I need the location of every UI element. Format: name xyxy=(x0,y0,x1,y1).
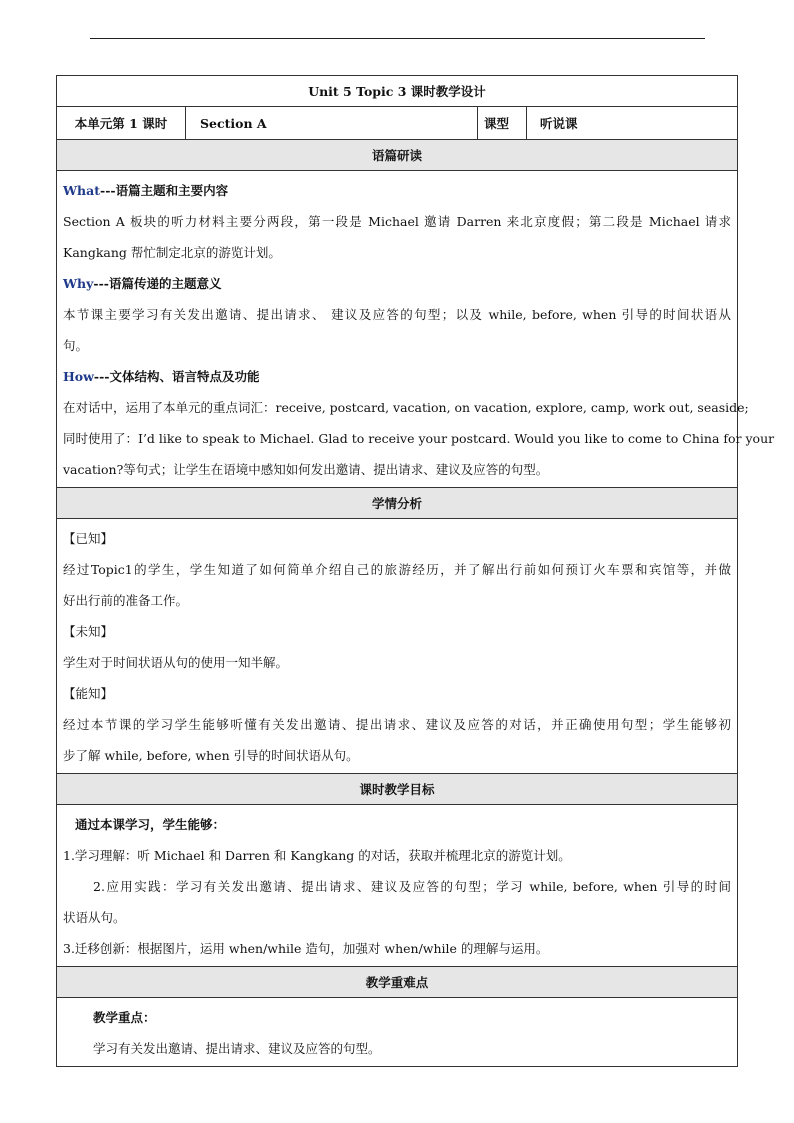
how-title: ---文体结构、语言特点及功能 xyxy=(93,369,260,384)
how-paragraph-line: 同时使用了：I’d like to speak to Michael. Glad to receive your postcard. Would you like to come to China for your xyxy=(63,431,775,446)
key-points-body xyxy=(57,998,737,1067)
focus-line: 学习有关发出邀请、提出请求、建议及应答的句型。 xyxy=(93,1041,381,1056)
lesson-number: 本单元第 1 课时 xyxy=(57,107,186,139)
learner-analysis-body xyxy=(57,519,737,774)
objective-item: 1.学习理解：听 Michael 和 Darren 和 Kangkang 的对话，获取并梳理北京的游览计划。 xyxy=(63,848,571,863)
known-line: 经过Topic1的学生，学生知道了如何简单介绍自己的旅游经历，并了解出行前如何预订火车票和宾馆等，并做 xyxy=(63,562,731,577)
why-paragraph-line: 本节课主要学习有关发出邀请、提出请求、 建议及应答的句型；以及 while, before, when 引导的时间状语从 xyxy=(63,307,731,322)
document-title: Unit 5 Topic 3 课时教学设计 xyxy=(57,76,737,107)
how-paragraph-line: 在对话中，运用了本单元的重点词汇：receive, postcard, vacation, on vacation, explore, camp, work out, seaside; xyxy=(63,400,749,415)
objective-item: 3.迁移创新：根据图片，运用 when/while 造句，加强对 when/while 的理解与运用。 xyxy=(63,941,549,956)
able-line: 步了解 while, before, when 引导的时间状语从句。 xyxy=(63,748,359,763)
how-paragraph-line: vacation?等句式；让学生在语境中感知如何发出邀请、提出请求、建议及应答的句型。 xyxy=(63,462,549,477)
how-key: How xyxy=(63,369,94,384)
section-name: Section A xyxy=(186,107,478,139)
known-line: 好出行前的准备工作。 xyxy=(63,593,189,608)
unknown-line: 学生对于时间状语从句的使用一知半解。 xyxy=(63,655,289,670)
what-title: ---语篇主题和主要内容 xyxy=(100,183,229,198)
how-heading xyxy=(63,361,731,392)
learner-analysis-heading: 学情分析 xyxy=(57,488,737,519)
lesson-type-label: 课型 xyxy=(478,107,527,139)
able-label: 【能知】 xyxy=(63,686,114,701)
lesson-meta-row xyxy=(57,107,737,140)
why-paragraph-line: 句。 xyxy=(63,338,89,353)
able-line: 经过本节课的学习学生能够听懂有关发出邀请、提出请求、建议及应答的对话，并正确使用句型；学生能够初 xyxy=(63,717,731,732)
what-paragraph-line: Section A 板块的听力材料主要分两段，第一段是 Michael 邀请 Darren 来北京度假；第二段是 Michael 请求 xyxy=(63,214,731,229)
header-rule xyxy=(90,38,705,39)
key-points-heading: 教学重难点 xyxy=(57,967,737,998)
unknown-label: 【未知】 xyxy=(63,624,114,639)
objective-item: 状语从句。 xyxy=(63,910,126,925)
what-key: What xyxy=(63,183,100,198)
known-label: 【已知】 xyxy=(63,531,114,546)
why-key: Why xyxy=(63,276,94,291)
objective-item: 2.应用实践：学习有关发出邀请、提出请求、建议及应答的句型；学习 while, before, when 引导的时间 xyxy=(93,879,731,894)
objectives-heading: 课时教学目标 xyxy=(57,774,737,805)
why-title: ---语篇传递的主题意义 xyxy=(93,276,222,291)
lesson-plan-table xyxy=(56,75,775,1067)
objectives-body xyxy=(57,805,737,967)
lesson-type-value: 听说课 xyxy=(540,116,578,131)
what-heading xyxy=(63,175,731,206)
why-heading xyxy=(63,268,731,299)
text-analysis-body xyxy=(57,171,775,488)
text-analysis-heading: 语篇研读 xyxy=(57,140,737,171)
focus-label: 教学重点： xyxy=(93,1010,156,1025)
what-paragraph-line: Kangkang 帮忙制定北京的游览计划。 xyxy=(63,245,281,260)
objectives-intro: 通过本课学习，学生能够： xyxy=(75,817,226,832)
